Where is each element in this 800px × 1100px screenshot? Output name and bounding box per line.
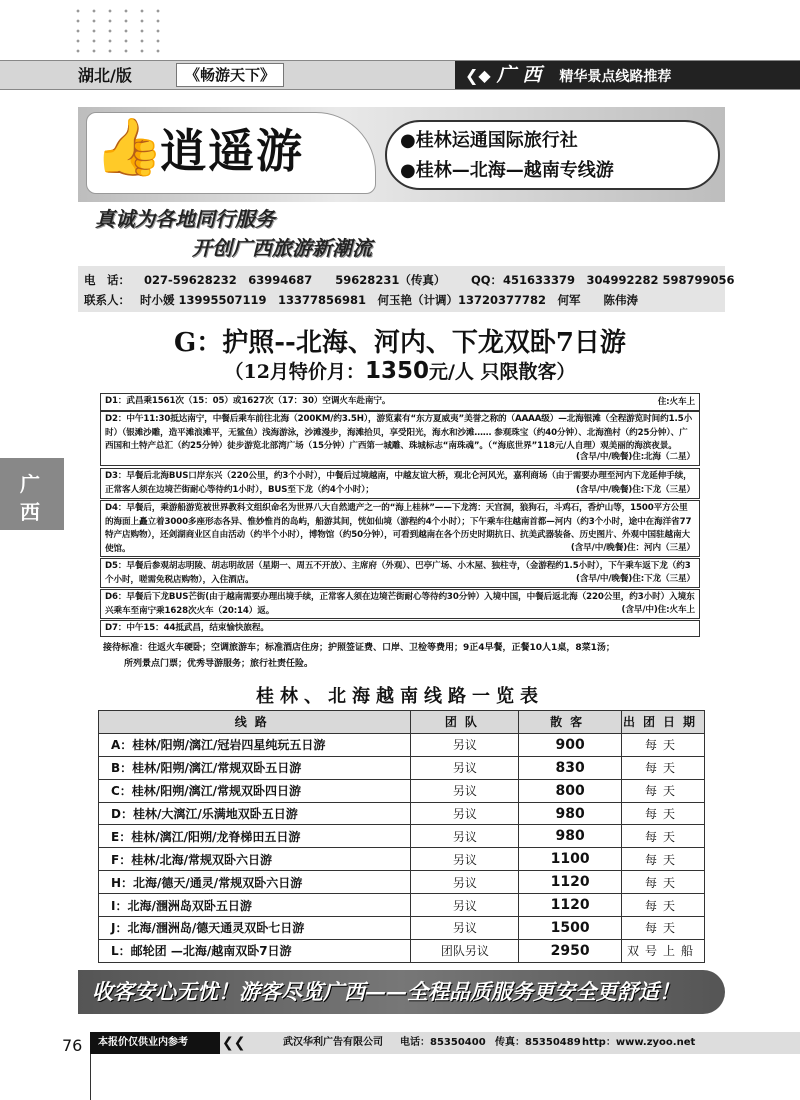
day-text: D6：早餐后下龙BUS芒街(由于越南需要办理出境手续，正常客人须在边境芒街耐心等待约30分钟）入境中国，中餐后返北海（220公里，约3小时）入境东兴乘车至南宁乘1628次火车（20:14）返。: [105, 592, 695, 616]
footer-slogan-bar: [78, 970, 725, 1014]
day-text: D1：武昌乘1561次（15：05）或1627次（17：30）空调火车赴南宁。: [105, 396, 391, 406]
group-price-cell: 另议: [411, 756, 519, 779]
route-cell: J：北海/涠洲岛/德天通灵双卧七日游: [99, 917, 411, 940]
magazine-name: 《畅游天下》: [176, 63, 284, 87]
table-row: [99, 848, 705, 871]
group-price-cell: 另议: [411, 825, 519, 848]
individual-price-cell: 980: [519, 802, 622, 825]
slogan-2: 开创广西旅游新潮流: [192, 236, 372, 260]
departure-cell: 双号上船: [622, 939, 705, 962]
agency-name: ●桂林运通国际旅行社: [400, 130, 578, 151]
individual-price-cell: 830: [519, 756, 622, 779]
page-number: 76: [62, 1036, 83, 1055]
footer-slogan: 收客安心无忧！游客尽览广西——全程品质服务更安全更舒适！: [92, 979, 680, 1004]
route-cell: B：桂林/阳朔/漓江/常规双卧五日游: [99, 756, 411, 779]
departure-cell: 每天: [622, 848, 705, 871]
tour-line: ●桂林—北海—越南专线游: [400, 160, 614, 181]
reference-note: 本报价仅供业内参考: [90, 1032, 220, 1054]
itinerary-day-3: [100, 468, 700, 499]
thumbs-up-icon: 👍: [94, 115, 164, 180]
region-name: 广 西: [496, 64, 542, 86]
day-lodging: (含早/中/晚餐)住:下龙（三星）: [573, 484, 695, 498]
header-individual: 散客: [519, 711, 622, 734]
region-bar: [455, 61, 800, 89]
table-row: [99, 894, 705, 917]
route-cell: H：北海/德天/通灵/常规双卧六日游: [99, 871, 411, 894]
ad-tel: 电话：85350400: [400, 1037, 486, 1048]
route-cell: D：桂林/大漓江/乐满地双卧五日游: [99, 802, 411, 825]
service-standard-1: 接待标准：往返火车硬卧；空调旅游车；标准酒店住房；护照签证费、口岸、卫检等费用；9正4早餐，正餐10人1桌，8菜1汤；: [103, 643, 615, 653]
region-tag: 精华景点线路推荐: [559, 69, 672, 85]
departure-cell: 每天: [622, 779, 705, 802]
slogan-1: 真诚为各地同行服务: [95, 207, 275, 231]
day-lodging: 住:火车上: [655, 396, 695, 410]
service-standard-2: 所列景点门票；优秀导游服务；旅行社责任险。: [124, 659, 314, 669]
itinerary-day-7: [100, 620, 700, 637]
ad-website[interactable]: http：www.zyoo.net: [582, 1037, 696, 1048]
departure-cell: 每天: [622, 894, 705, 917]
route-cell: F：桂林/北海/常规双卧六日游: [99, 848, 411, 871]
group-price-cell: 另议: [411, 802, 519, 825]
route-table: [98, 710, 705, 963]
route-cell: L：邮轮团 —北海/越南双卧7日游: [99, 939, 411, 962]
phone-label: 电 话：: [84, 273, 130, 287]
group-price-cell: 另议: [411, 733, 519, 756]
route-cell: C：桂林/阳朔/漓江/常规双卧四日游: [99, 779, 411, 802]
group-price-cell: 另议: [411, 848, 519, 871]
individual-price-cell: 1100: [519, 848, 622, 871]
group-price-cell: 另议: [411, 917, 519, 940]
day-lodging: (含早/中/晚餐)住:北海（二星）: [573, 451, 695, 465]
chevron-left-icon: ❮❮: [222, 1035, 246, 1051]
side-region-tab: [0, 458, 64, 530]
departure-cell: 每天: [622, 802, 705, 825]
group-price-cell: 团队另议: [411, 939, 519, 962]
table-header-row: [99, 711, 705, 734]
individual-price-cell: 2950: [519, 939, 622, 962]
route-cell: A：桂林/阳朔/漓江/冠岩四星纯玩五日游: [99, 733, 411, 756]
side-char-1: 广: [20, 472, 40, 496]
individual-price-cell: 900: [519, 733, 622, 756]
table-row: [99, 825, 705, 848]
day-text: D3：早餐后北海BUS口岸东兴（220公里，约3个小时），中餐后过境越南，中越友谊大桥，观北仑河风光，嘉利商场（由于需要办理至河内下龙延伸手续，正常客人须在边境芒街耐心等待约1小时），BUS至下龙（约4个小时）；: [105, 471, 692, 495]
day-lodging: (含早/中/晚餐)住:下龙（三星）: [573, 573, 695, 587]
group-price-cell: 另议: [411, 894, 519, 917]
ad-fax: 传真：85350489: [495, 1037, 581, 1048]
departure-cell: 每天: [622, 871, 705, 894]
departure-cell: 每天: [622, 917, 705, 940]
table-row: [99, 802, 705, 825]
day-text: D2：中午11:30抵达南宁，中餐后乘车前往北海（200KM/约3.5H），游览素有“东方夏威夷”美誉之称的（AAAA级）—北海银滩（全程游览时间约1.5小时）（银滩沙雕，造平滩浪滩平，无鲨鱼）浅海游泳，沙滩漫步，海滩拾贝，享受阳光，海水和沙滩…… 参观珠宝（约40分钟）、北海渔村（约25分钟）、广西国和土特产总汇（约25分钟）徒步游览北部湾广场（15分钟）广西第一城雕、珠城标志“南珠魂”。（“海底世界”118元/人自理）观美丽的海滨夜景。: [105, 414, 693, 451]
departure-cell: 每天: [622, 756, 705, 779]
header-group: 团队: [411, 711, 519, 734]
individual-price-cell: 800: [519, 779, 622, 802]
tour-title: G：护照--北海、河内、下龙双卧7日游: [174, 328, 626, 358]
phone-numbers: 027-59628232 63994687 59628231（传真）: [144, 273, 446, 287]
qq-numbers: 451633379 304992282 598799056: [503, 273, 735, 287]
day-text: D4：早餐后，乘游船游览被世界教科文组织命名为世界八大自然遗产之一的“海上桂林”——下龙湾：天宫洞，狼狗石，斗鸡石，香炉山等，1500平方公里的海面上矗立着3000多座形态各异、惟妙惟肖的岛屿，船游其间，恍如仙境（游程约4个小时）；下午乘车往越南首都—河内（约3个小时，途中在海洋省77特产店购物），还剑湖商业区自由活动（约半个小时），博物馆（约50分钟），可看到越南在各个历史时期抗日、抗美武器装备、历史图片、外观中国驻越南大使馆。: [105, 503, 692, 554]
side-char-2: 西: [20, 500, 40, 524]
departure-cell: 每天: [622, 733, 705, 756]
table-row: [99, 756, 705, 779]
day-lodging: (含早/中)住:火车上: [619, 604, 696, 618]
table-row: [99, 939, 705, 962]
itinerary-day-6: [100, 589, 700, 619]
divider-line: [90, 1054, 91, 1100]
ad-company: 武汉华利广告有限公司: [283, 1037, 383, 1048]
tour-price: 1350: [364, 358, 429, 384]
table-title: 桂林、北海越南线路一览表: [256, 686, 544, 707]
group-price-cell: 另议: [411, 779, 519, 802]
itinerary-day-1: [100, 393, 700, 411]
table-row: [99, 917, 705, 940]
decorative-dots: [70, 6, 165, 54]
contact-persons: 时小媛 13995507119 13377856981 何玉艳（计调）13720377782 何军 陈伟涛: [140, 293, 639, 307]
day-lodging: (含早/中/晚餐)住：河内（三星）: [568, 542, 695, 556]
edition-label: 湖北/版: [78, 66, 132, 85]
itinerary-day-4: [100, 500, 700, 557]
tour-subtitle: [0, 357, 800, 384]
qq-label: QQ：: [471, 273, 503, 287]
header-route: 线路: [99, 711, 411, 734]
table-row: [99, 733, 705, 756]
group-price-cell: 另议: [411, 871, 519, 894]
route-cell: I：北海/涠洲岛双卧五日游: [99, 894, 411, 917]
itinerary-day-2: [100, 411, 700, 466]
subtitle-prefix: （12月特价月：: [224, 361, 365, 383]
header-departure: 出团日期: [622, 711, 705, 734]
subtitle-suffix: 元/人 只限散客）: [428, 361, 576, 383]
chevron-left-icon: ❮◆: [465, 66, 491, 85]
individual-price-cell: 1120: [519, 894, 622, 917]
route-cell: E：桂林/漓江/阳朔/龙脊梯田五日游: [99, 825, 411, 848]
contact-box: [78, 266, 735, 312]
table-row: [99, 779, 705, 802]
day-text: D5：早餐后参观胡志明陵、胡志明故居（星期一、周五不开放）、主席府（外观）、巴亭广场、小木屋、独柱寺，（金游程约1.5小时），下午乘车返下龙（约3个小时，嗟需免税店购物），入住酒店。: [105, 561, 691, 585]
individual-price-cell: 980: [519, 825, 622, 848]
day-text: D7：中午15：44抵武昌，结束愉快旅程。: [105, 623, 269, 633]
individual-price-cell: 1500: [519, 917, 622, 940]
person-label: 联系人：: [84, 293, 130, 307]
individual-price-cell: 1120: [519, 871, 622, 894]
brand-logo: 逍遥游: [160, 124, 304, 178]
departure-cell: 每天: [622, 825, 705, 848]
table-row: [99, 871, 705, 894]
itinerary-day-5: [100, 558, 700, 588]
